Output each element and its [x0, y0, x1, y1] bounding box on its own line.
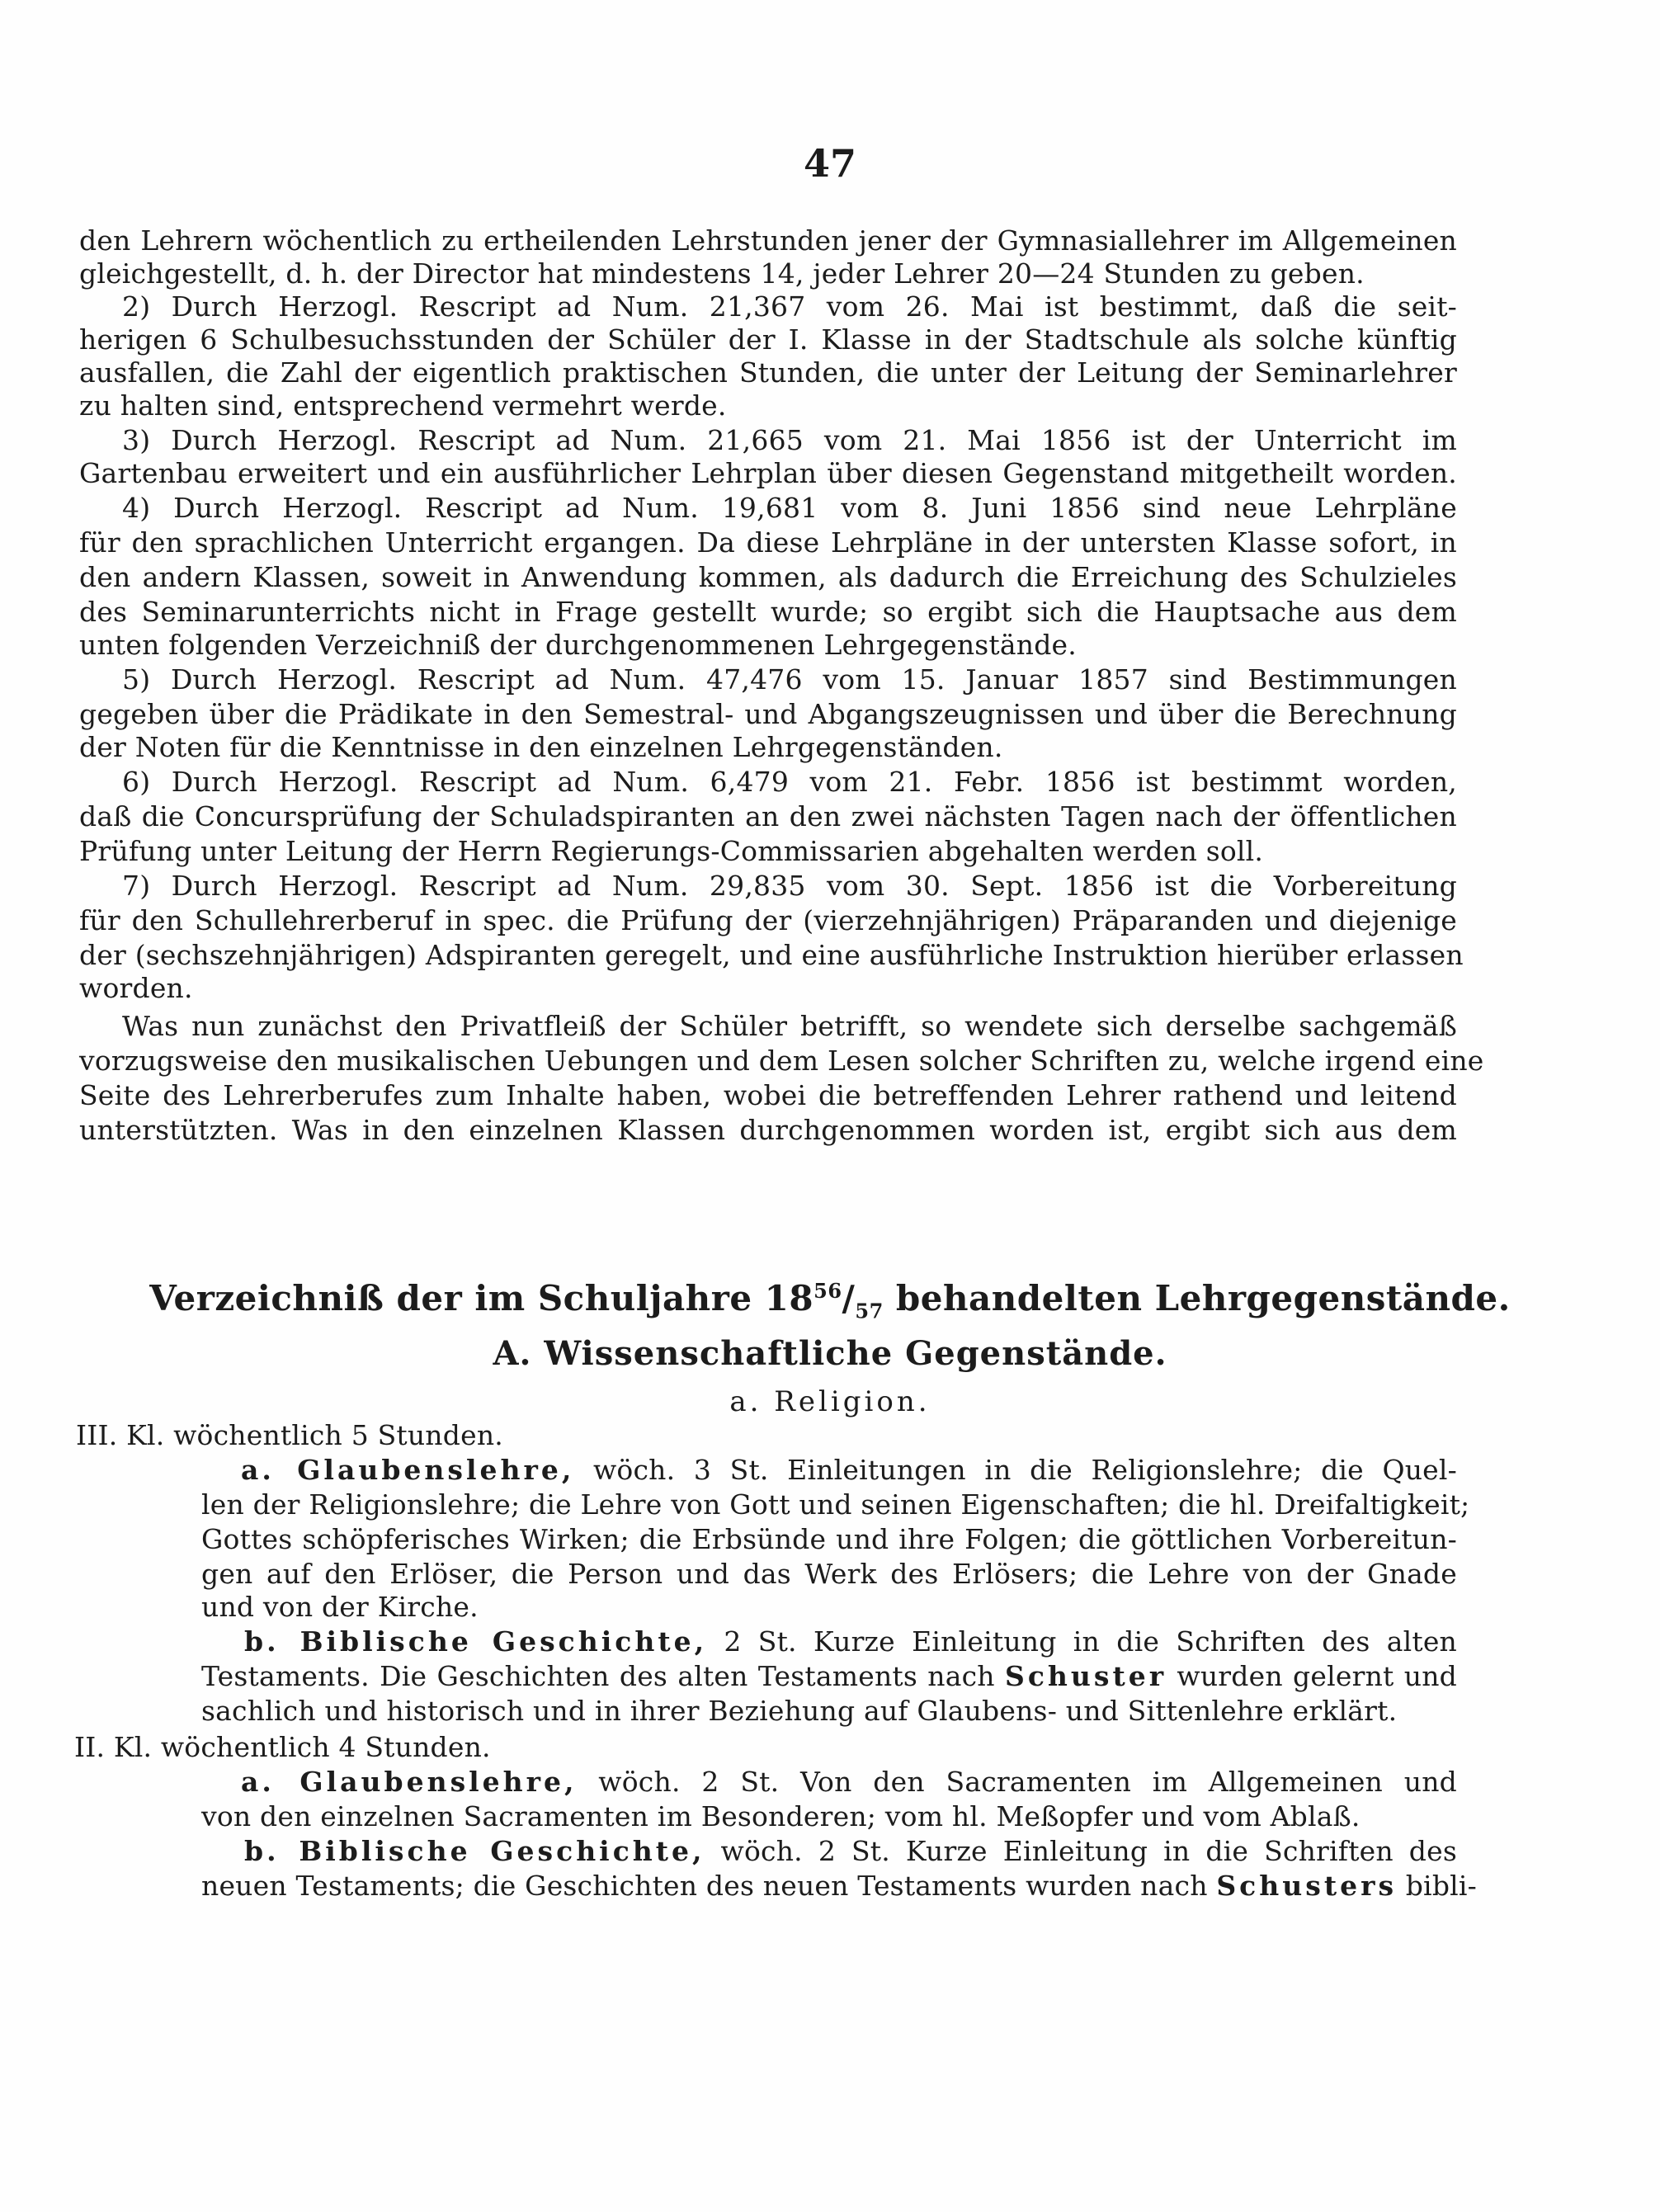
subject-text: 2 St. Kurze Einleitung in die Schriften des alten	[707, 1625, 1457, 1658]
page-number: 47	[803, 141, 856, 186]
text-line: der (sechszehnjährigen) Adspiranten geregelt, und eine ausführliche Instruktion hierüber erlassen	[79, 939, 1464, 971]
text-span: wurden gelernt und	[1167, 1660, 1457, 1692]
text-line: für den sprachlichen Unterricht ergangen. Da diese Lehrpläne in der untersten Klasse sofort, in	[79, 526, 1457, 559]
text-line: ausfallen, die Zahl der eigentlich praktischen Stunden, die unter der Leitung der Seminarlehrer	[79, 356, 1457, 389]
text-line: 4) Durch Herzogl. Rescript ad Num. 19,681 vom 8. Juni 1856 sind neue Lehrpläne	[122, 492, 1457, 524]
text-line: 5) Durch Herzogl. Rescript ad Num. 47,476 vom 15. Januar 1857 sind Bestimmungen	[122, 663, 1457, 696]
section-heading-a: A. Wissenschaftliche Gegenstände.	[493, 1334, 1167, 1373]
text-line: für den Schullehrerberuf in spec. die Prüfung der (vierzehnjährigen) Präparanden und diejenige	[79, 904, 1457, 936]
subject-label: a. Glaubenslehre,	[241, 1766, 578, 1798]
class-heading-iii: III. Kl. wöchentlich 5 Stunden.	[76, 1419, 503, 1451]
text-line: gleichgestellt, d. h. der Director hat mindestens 14, jeder Lehrer 20—24 Stunden zu geben.	[79, 257, 1365, 290]
text-line: 2) Durch Herzogl. Rescript ad Num. 21,367 vom 26. Mai ist bestimmt, daß die seit-	[122, 290, 1457, 323]
text-line: den Lehrern wöchentlich zu ertheilenden Lehrstunden jener der Gymnasiallehrer im Allgemeinen	[79, 224, 1457, 257]
text-line: unten folgenden Verzeichniß der durchgenommenen Lehrgegenstände.	[79, 629, 1077, 661]
subject-text: wöch. 3 St. Einleitungen in die Religionslehre; die Quel-	[574, 1454, 1457, 1486]
text-line: Was nun zunächst den Privatfleiß der Schüler betrifft, so wendete sich derselbe sachgemäß	[122, 1010, 1457, 1042]
year-subscript: 57	[855, 1299, 884, 1323]
year-superscript: 56	[813, 1279, 842, 1303]
text-span: neuen Testaments; die Geschichten des neuen Testaments wurden nach	[201, 1870, 1217, 1902]
text-line: Gottes schöpferisches Wirken; die Erbsünde und ihre Folgen; die göttlichen Vorbereitun-	[201, 1523, 1457, 1555]
text-line: 6) Durch Herzogl. Rescript ad Num. 6,479 vom 21. Febr. 1856 ist bestimmt worden,	[122, 766, 1457, 798]
text-line: der Noten für die Kenntnisse in den einzelnen Lehrgegenständen.	[79, 731, 1003, 763]
text-line: zu halten sind, entsprechend vermehrt werde.	[79, 389, 727, 422]
text-line: Gartenbau erweitert und ein ausführlicher Lehrplan über diesen Gegenstand mitgetheilt worden.	[79, 457, 1457, 489]
text-line: Seite des Lehrerberufes zum Inhalte haben, wobei die betreffenden Lehrer rathend und leitend	[79, 1079, 1457, 1111]
text-line: vorzugsweise den musikalischen Uebungen und dem Lesen solcher Schriften zu, welche irgend eine	[79, 1045, 1484, 1077]
text-line: unterstützten. Was in den einzelnen Klassen durchgenommen worden ist, ergibt sich aus dem	[79, 1114, 1457, 1146]
text-line	[241, 1454, 1457, 1487]
text-line: gen auf den Erlöser, die Person und das Werk des Erlösers; die Lehre von der Gnade	[201, 1558, 1457, 1590]
text-line: von den einzelnen Sacramenten im Besonderen; vom hl. Meßopfer und vom Ablaß.	[201, 1800, 1361, 1832]
author-name: Schusters	[1216, 1870, 1398, 1902]
subject-text: wöch. 2 St. Von den Sacramenten im Allgemeinen und	[577, 1766, 1457, 1798]
subsection-heading-religion: a. Religion.	[729, 1385, 931, 1418]
text-line	[201, 1660, 1457, 1693]
class-heading-ii: II. Kl. wöchentlich 4 Stunden.	[74, 1731, 491, 1763]
text-line: sachlich und historisch und in ihrer Beziehung auf Glaubens- und Sittenlehre erklärt.	[201, 1695, 1398, 1727]
text-line	[244, 1625, 1457, 1658]
year-slash: /	[842, 1278, 856, 1318]
text-line: 7) Durch Herzogl. Rescript ad Num. 29,835 vom 30. Sept. 1856 ist die Vorbereitung	[122, 870, 1457, 902]
author-name: Schuster	[1005, 1660, 1167, 1692]
text-line: daß die Concursprüfung der Schuladspiranten an den zwei nächsten Tagen nach der öffentlichen	[79, 800, 1457, 832]
subject-label: a. Glaubenslehre,	[241, 1454, 575, 1486]
subject-text: wöch. 2 St. Kurze Einleitung in die Schriften des	[705, 1835, 1457, 1867]
text-span: bibli-	[1397, 1870, 1477, 1902]
register-heading	[0, 1276, 1660, 1322]
text-line: len der Religionslehre; die Lehre von Gott und seinen Eigenschaften; die hl. Dreifaltigkeit;	[201, 1488, 1470, 1521]
text-line: den andern Klassen, soweit in Anwendung kommen, als dadurch die Erreichung des Schulzieles	[79, 561, 1457, 593]
register-heading-text: Verzeichniß der im Schuljahre 18	[149, 1278, 814, 1318]
subject-label: b. Biblische Geschichte,	[244, 1835, 705, 1867]
text-line: worden.	[79, 972, 193, 1004]
text-line	[201, 1870, 1477, 1903]
subject-label: b. Biblische Geschichte,	[244, 1625, 708, 1658]
text-line	[241, 1766, 1457, 1799]
text-line: Prüfung unter Leitung der Herrn Regierungs-Commissarien abgehalten werden soll.	[79, 835, 1264, 867]
register-heading-text-end: behandelten Lehrgegenstände.	[883, 1278, 1511, 1318]
text-span: Testaments. Die Geschichten des alten Testaments nach	[201, 1660, 1005, 1692]
text-line: herigen 6 Schulbesuchsstunden der Schüler der I. Klasse in der Stadtschule als solche künftig	[79, 323, 1457, 356]
text-line	[244, 1835, 1457, 1868]
text-line: und von der Kirche.	[201, 1591, 479, 1623]
text-line: gegeben über die Prädikate in den Semestral- und Abgangszeugnissen und über die Berechnung	[79, 698, 1457, 730]
text-line: des Seminarunterrichts nicht in Frage gestellt wurde; so ergibt sich die Hauptsache aus dem	[79, 596, 1457, 628]
text-line: 3) Durch Herzogl. Rescript ad Num. 21,665 vom 21. Mai 1856 ist der Unterricht im	[122, 424, 1457, 456]
